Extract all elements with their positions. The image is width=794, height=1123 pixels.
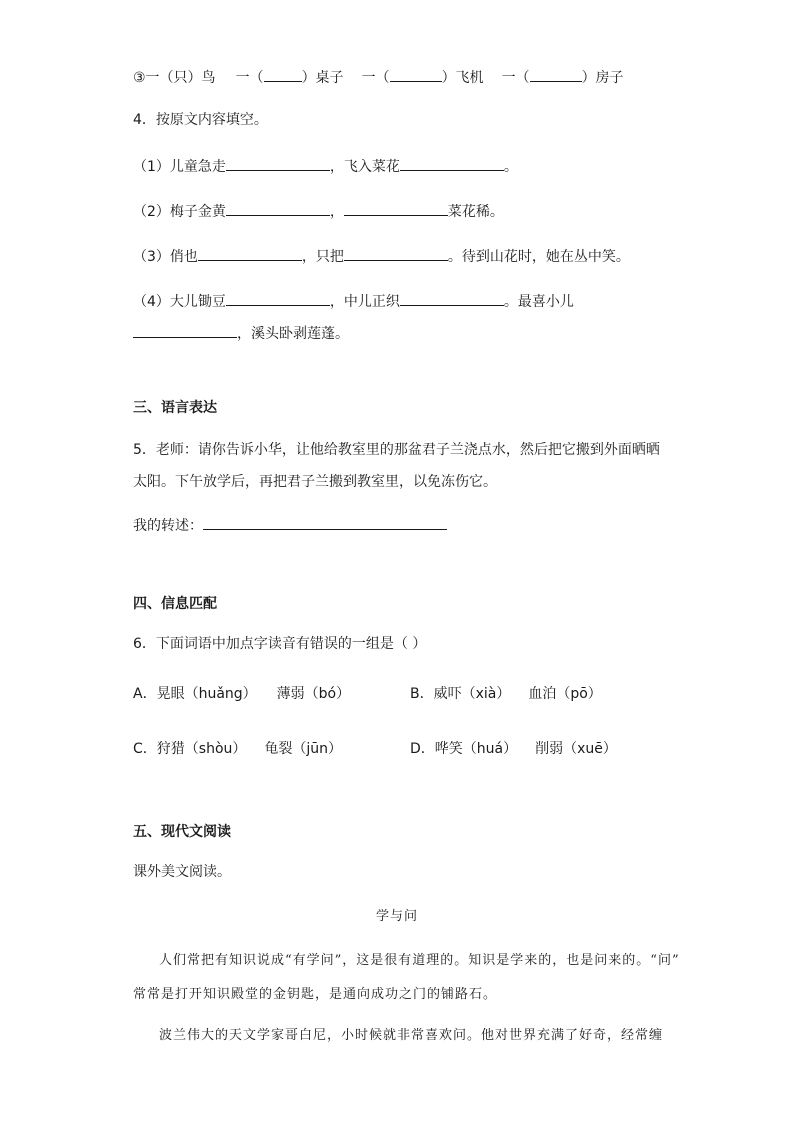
q4-l2-a: （2）梅子金黄 — [133, 204, 226, 220]
q4-l1-c: 。 — [503, 159, 518, 175]
q5-answer-line — [133, 514, 447, 536]
q4-l3-blank-2[interactable] — [344, 245, 448, 261]
q4-line-2 — [133, 200, 504, 222]
option-d-word-2: 削弱（xuē） — [535, 741, 617, 757]
q4-l3-b: ，只把 — [301, 249, 344, 265]
question-4-title: 4．按原文内容填空。 — [133, 112, 268, 128]
option-b-word-1: B．威吓（xià） — [410, 686, 511, 702]
section-5-heading: 五、现代文阅读 — [133, 824, 231, 840]
q4-l5-c: ，溪头卧剥莲蓬。 — [237, 326, 349, 342]
passage-p1-line-1: 人们常把有知识说成“有学问”，这是很有道理的。知识是学来的，也是问来的。“问” — [159, 953, 680, 968]
reading-intro: 课外美文阅读。 — [133, 864, 231, 880]
q4-l3-c: 。待到山花时，她在丛中笑。 — [447, 249, 630, 265]
q4-l1-b: ，飞入菜花 — [329, 159, 400, 175]
q3-blank-b[interactable] — [264, 66, 302, 82]
q3-item-d-prefix: 一（ — [501, 70, 530, 86]
option-a[interactable] — [133, 684, 350, 704]
q4-l4-b: ，中儿正织 — [329, 294, 400, 310]
passage-title: 学与问 — [375, 909, 418, 924]
q4-l4-c: 。最喜小儿 — [503, 294, 574, 310]
q4-l1-blank-2[interactable] — [400, 155, 504, 171]
q4-l2-b: ， — [329, 204, 344, 220]
option-d[interactable] — [410, 739, 617, 759]
passage-p2-line-1: 波兰伟大的天文学家哥白尼，小时候就非常喜欢问。他对世界充满了好奇，经常缠 — [159, 1028, 664, 1043]
section-3-heading: 三、语言表达 — [133, 400, 217, 416]
q3-item-b-suffix: ）桌子 — [301, 70, 344, 86]
option-b-word-2: 血泊（pō） — [528, 686, 602, 702]
q3-item-d-suffix: ）房子 — [581, 70, 624, 86]
q4-l5-blank-1[interactable] — [133, 322, 237, 338]
q4-l2-c: 菜花稀。 — [447, 204, 504, 220]
q3-item-c-prefix: 一（ — [361, 70, 390, 86]
option-a-word-1: A．晃眼（huǎng） — [133, 686, 257, 702]
q4-line-5 — [133, 322, 349, 344]
section-4-heading: 四、信息匹配 — [133, 596, 217, 612]
option-c-word-1: C．狩猎（shòu） — [133, 741, 247, 757]
q3-blank-d[interactable] — [530, 66, 582, 82]
q3-blank-c[interactable] — [390, 66, 442, 82]
q5-answer-label: 我的转述： — [133, 518, 203, 534]
q5-text-line-2: 太阳。下午放学后，再把君子兰搬到教室里，以免冻伤它。 — [133, 474, 497, 490]
q6-stem: 6．下面词语中加点字读音有错误的一组是（ ） — [133, 636, 427, 652]
measure-word-row — [133, 66, 624, 88]
q4-l4-blank-1[interactable] — [226, 290, 330, 306]
option-c[interactable] — [133, 739, 342, 759]
q4-l1-blank-1[interactable] — [226, 155, 330, 171]
q4-l4-blank-2[interactable] — [400, 290, 504, 306]
q3-item-c-suffix: ）飞机 — [441, 70, 484, 86]
option-d-word-1: D．哗笑（huá） — [410, 741, 518, 757]
q5-answer-blank[interactable] — [203, 514, 447, 530]
q4-line-3 — [133, 245, 630, 267]
q3-item-b-prefix: 一（ — [235, 70, 264, 86]
q4-l2-blank-1[interactable] — [226, 200, 330, 216]
q4-line-4 — [133, 290, 574, 312]
q3-item-a: ③一（只）鸟 — [133, 70, 216, 86]
q4-l3-blank-1[interactable] — [198, 245, 302, 261]
q5-text-line-1: 5．老师：请你告诉小华，让他给教室里的那盆君子兰浇点水，然后把它搬到外面晒晒 — [133, 442, 660, 458]
q4-l3-a: （3）俏也 — [133, 249, 198, 265]
q4-line-1 — [133, 155, 518, 177]
passage-p1-line-2: 常常是打开知识殿堂的金钥匙，是通向成功之门的铺路石。 — [133, 987, 498, 1002]
q4-l1-a: （1）儿童急走 — [133, 159, 226, 175]
option-a-word-2: 薄弱（bó） — [276, 686, 351, 702]
q4-l2-blank-2[interactable] — [344, 200, 448, 216]
option-c-word-2: 龟裂（jūn） — [264, 741, 343, 757]
option-b[interactable] — [410, 684, 602, 704]
q4-l4-a: （4）大儿锄豆 — [133, 294, 226, 310]
